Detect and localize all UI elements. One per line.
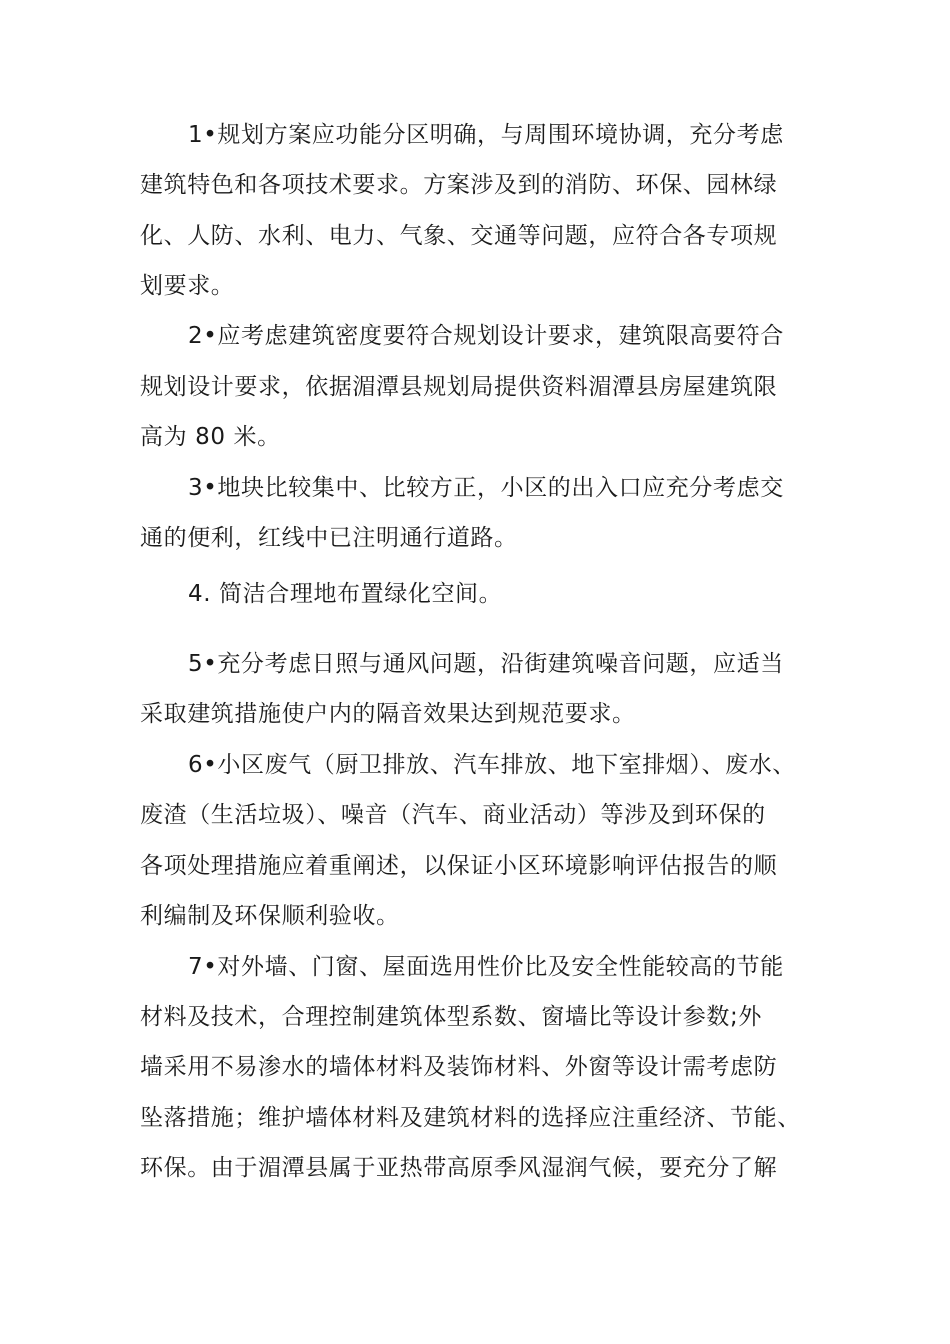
text-line: 通的便利，红线中已注明通行道路。: [140, 525, 518, 551]
text-line: 利编制及环保顺利验收。: [140, 903, 400, 929]
text-line: 坠落措施；维护墙体材料及建筑材料的选择应注重经济、节能、: [140, 1105, 801, 1131]
text-line: 化、人防、水利、电力、气象、交通等问题，应符合各专项规: [140, 223, 778, 249]
text-line: 3•地块比较集中、比较方正，小区的出入口应充分考虑交: [188, 475, 784, 501]
text-line: 环保。由于湄潭县属于亚热带高原季风湿润气候，要充分了解: [140, 1155, 778, 1181]
text-line: 规划设计要求，依据湄潭县规划局提供资料湄潭县房屋建筑限: [140, 374, 778, 400]
text-line: 墙采用不易渗水的墙体材料及装饰材料、外窗等设计需考虑防: [140, 1054, 778, 1080]
text-line: 6•小区废气（厨卫排放、汽车排放、地下室排烟）、废水、: [188, 752, 796, 778]
text-line: 1•规划方案应功能分区明确，与周围环境协调，充分考虑: [188, 122, 784, 148]
text-line: 废渣（生活垃圾）、噪音（汽车、商业活动）等涉及到环保的: [140, 802, 766, 828]
text-line: 5•充分考虑日照与通风问题，沿街建筑噪音问题，应适当: [188, 651, 784, 677]
text-line: 7•对外墙、门窗、屋面选用性价比及安全性能较高的节能: [188, 954, 784, 980]
text-line: 材料及技术，合理控制建筑体型系数、窗墙比等设计参数;外: [140, 1004, 762, 1030]
text-line: 高为 80 米。: [140, 424, 281, 450]
text-line: 各项处理措施应着重阐述，以保证小区环境影响评估报告的顺: [140, 853, 778, 879]
text-line: 采取建筑措施使户内的隔音效果达到规范要求。: [140, 701, 636, 727]
text-line: 建筑特色和各项技术要求。方案涉及到的消防、环保、园林绿: [140, 172, 778, 198]
text-line: 划要求。: [140, 273, 235, 299]
text-line: 2•应考虑建筑密度要符合规划设计要求，建筑限高要符合: [188, 323, 784, 349]
text-line: 4. 简洁合理地布置绿化空间。: [188, 581, 503, 607]
